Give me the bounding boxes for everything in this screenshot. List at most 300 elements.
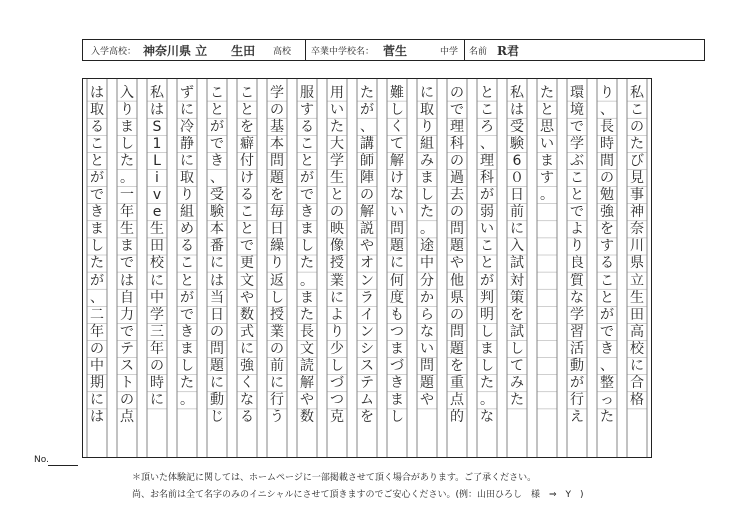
essay-char: 生 [120, 221, 134, 238]
essay-char: の [600, 170, 614, 187]
essay-char: い [330, 101, 344, 118]
essay-char: し [390, 101, 404, 118]
essay-char: め [180, 221, 194, 238]
essay-char: を [240, 118, 254, 135]
essay-column [267, 84, 287, 426]
essay-char: び [630, 152, 644, 169]
essay-char: き [300, 204, 314, 221]
essay-char: 田 [630, 306, 644, 323]
essay-char: は [510, 101, 524, 118]
essay-char: に [210, 375, 224, 392]
essay-char: り [330, 323, 344, 340]
essay-char: り [180, 187, 194, 204]
essay-char: け [390, 170, 404, 187]
essay-char: 繰 [270, 238, 284, 255]
essay-char: ま [540, 152, 554, 169]
essay-char: 年 [120, 204, 134, 221]
essay-char: を [600, 221, 614, 238]
essay-char: み [420, 152, 434, 169]
footer-note-2: 尚、お名前は全て名字のみのイニシャルにさせて頂きますのでご安心ください。(例：山田ひろし 様 ⇒ Y ) [132, 490, 584, 500]
essay-char: て [510, 358, 524, 375]
essay-char: テ [360, 375, 374, 392]
entry-school-label-cell [91, 40, 136, 60]
essay-char: と [540, 101, 554, 118]
essay-char: ン [360, 323, 374, 340]
essay-char: で [180, 306, 194, 323]
essay-char: つ [330, 392, 344, 409]
essay-char: こ [180, 255, 194, 272]
essay-char: ト [120, 375, 134, 392]
essay-char: と [600, 289, 614, 306]
essay-char: 年 [150, 340, 164, 357]
essay-char: 私 [630, 84, 644, 101]
essay-char: 題 [270, 170, 284, 187]
essay-char: 解 [390, 152, 404, 169]
essay-char: こ [480, 101, 494, 118]
essay-char: ま [90, 221, 104, 238]
essay-char: 学 [570, 135, 584, 152]
essay-char: 環 [570, 84, 584, 101]
essay-char: 時 [600, 135, 614, 152]
essay-char: と [240, 221, 254, 238]
essay-char: 業 [330, 272, 344, 289]
essay-char: り [120, 101, 134, 118]
essay-char: テ [120, 340, 134, 357]
essay-char: い [480, 221, 494, 238]
essay-char: 策 [510, 289, 524, 306]
essay-char: と [180, 272, 194, 289]
essay-char: 他 [450, 272, 464, 289]
essay-char: 中 [90, 358, 104, 375]
essay-char: 時 [150, 375, 164, 392]
essay-char: に [180, 101, 194, 118]
essay-char: 。 [420, 221, 434, 238]
essay-char: 何 [390, 272, 404, 289]
essay-char: ま [420, 170, 434, 187]
essay-char: し [330, 358, 344, 375]
essay-char: 験 [510, 135, 524, 152]
essay-column [177, 84, 197, 409]
essay-char: る [600, 255, 614, 272]
name-label-cell [469, 40, 487, 60]
essay-char: 克 [330, 409, 344, 426]
essay-char: 学 [330, 152, 344, 169]
essay-char: に [630, 358, 644, 375]
essay-char: ら [420, 306, 434, 323]
essay-char: が [300, 170, 314, 187]
essay-char: に [510, 221, 524, 238]
essay-char: で [450, 101, 464, 118]
essay-char: に [150, 272, 164, 289]
essay-char: に [240, 340, 254, 357]
essay-char: こ [570, 170, 584, 187]
essay-char: と [570, 187, 584, 204]
header-divider [464, 40, 465, 60]
essay-char: 受 [210, 187, 224, 204]
essay-char: ラ [360, 289, 374, 306]
essay-char: 点 [120, 409, 134, 426]
footer-note-1: ＊頂いた体験記に関しては、ホームページに一部掲載させて頂く場合があります。ご了承ください。 [132, 473, 537, 483]
essay-char: 三 [150, 323, 164, 340]
essay-char: 分 [420, 272, 434, 289]
essay-char: 思 [540, 118, 554, 135]
essay-char: 中 [150, 289, 164, 306]
essay-char: ず [180, 84, 194, 101]
essay-char: 事 [630, 187, 644, 204]
essay-char: と [300, 152, 314, 169]
essay-char: 校 [630, 340, 644, 357]
essay-char: 受 [510, 118, 524, 135]
essay-char: 力 [120, 306, 134, 323]
essay-char: を [450, 358, 464, 375]
essay-char: 格 [630, 392, 644, 409]
essay-char: 入 [120, 84, 134, 101]
essay-char: 試 [510, 255, 524, 272]
essay-char: v [152, 187, 162, 204]
essay-char: 。 [300, 272, 314, 289]
essay-char: で [600, 323, 614, 340]
essay-column [567, 84, 587, 426]
essay-char: 長 [600, 118, 614, 135]
essay-char: 自 [120, 289, 134, 306]
essay-char: た [300, 306, 314, 323]
essay-char: た [420, 204, 434, 221]
essay-column [537, 84, 557, 204]
essay-char: の [630, 118, 644, 135]
essay-char: 解 [360, 204, 374, 221]
essay-char: 読 [300, 358, 314, 375]
essay-char: 神 [630, 204, 644, 221]
essay-char: 質 [570, 272, 584, 289]
essay-char: 科 [480, 170, 494, 187]
graduated-school-value: 菅生 [383, 43, 408, 58]
essay-char: 用 [330, 84, 344, 101]
essay-char: ま [120, 118, 134, 135]
essay-char: 動 [210, 392, 224, 409]
essay-char: 癖 [240, 135, 254, 152]
essay-char: 師 [360, 152, 374, 169]
essay-char: 日 [510, 187, 524, 204]
essay-char: 的 [450, 409, 464, 426]
essay-char: 難 [390, 84, 404, 101]
essay-char: 、 [480, 135, 494, 152]
essay-char: き [210, 152, 224, 169]
essay-column [87, 84, 107, 426]
essay-char: 生 [330, 170, 344, 187]
essay-char: 陣 [360, 170, 374, 187]
essay-char: 文 [240, 272, 254, 289]
essay-char: の [270, 101, 284, 118]
essay-char: を [360, 409, 374, 426]
essay-char: ス [360, 358, 374, 375]
essay-char: 問 [420, 358, 434, 375]
essay-char: 日 [270, 221, 284, 238]
essay-char: え [570, 409, 584, 426]
essay-char: り [600, 84, 614, 101]
essay-char: 度 [390, 289, 404, 306]
essay-char: に [330, 289, 344, 306]
essay-char: 科 [450, 135, 464, 152]
essay-char: に [420, 84, 434, 101]
essay-char: イ [360, 306, 374, 323]
essay-char: な [480, 409, 494, 426]
essay-char: 、 [600, 101, 614, 118]
essay-column [507, 84, 527, 409]
essay-char: じ [210, 409, 224, 426]
essay-char: し [480, 358, 494, 375]
essay-char: 合 [630, 375, 644, 392]
essay-char: が [600, 306, 614, 323]
essay-char: 式 [240, 323, 254, 340]
essay-char: 当 [210, 289, 224, 306]
essay-char: 境 [570, 101, 584, 118]
essay-char: 毎 [270, 204, 284, 221]
essay-char: け [240, 170, 254, 187]
essay-char: こ [480, 238, 494, 255]
essay-char: た [360, 84, 374, 101]
essay-char: 問 [210, 340, 224, 357]
essay-char: た [330, 118, 344, 135]
essay-column [627, 84, 647, 409]
essay-char: で [90, 187, 104, 204]
essay-char: の [150, 358, 164, 375]
essay-char: に [90, 392, 104, 409]
essay-char: L [153, 152, 161, 169]
essay-char: で [120, 323, 134, 340]
essay-char: し [90, 238, 104, 255]
essay-char: で [570, 204, 584, 221]
essay-char: 一 [120, 187, 134, 204]
entry-school-value: 神奈川県 立 生田 [143, 43, 256, 58]
essay-char: 高 [630, 323, 644, 340]
essay-char: が [570, 375, 584, 392]
essay-char: 生 [630, 289, 644, 306]
graduated-label-cell [311, 40, 374, 60]
essay-char: こ [90, 135, 104, 152]
essay-char: の [450, 84, 464, 101]
essay-char: 期 [90, 375, 104, 392]
essay-char: 県 [630, 255, 644, 272]
essay-char: に [150, 392, 164, 409]
essay-char: る [240, 187, 254, 204]
essay-char: 学 [570, 306, 584, 323]
essay-char: が [90, 272, 104, 289]
essay-char: 間 [600, 152, 614, 169]
essay-char: と [210, 101, 224, 118]
essay-char: は [90, 409, 104, 426]
essay-char: き [390, 375, 404, 392]
essay-char: 静 [180, 135, 194, 152]
essay-char: と [480, 255, 494, 272]
essay-char: た [90, 255, 104, 272]
essay-char: ス [120, 358, 134, 375]
essay-char: 解 [300, 375, 314, 392]
essay-char: 問 [390, 221, 404, 238]
essay-char: る [180, 238, 194, 255]
essay-char: 生 [150, 221, 164, 238]
essay-char: で [300, 187, 314, 204]
essay-char: が [90, 170, 104, 187]
essay-char: 重 [450, 375, 464, 392]
essay-char: 取 [420, 101, 434, 118]
essay-char: る [240, 409, 254, 426]
essay-char: が [480, 272, 494, 289]
essay-char: は [120, 272, 134, 289]
essay-char: 習 [570, 323, 584, 340]
essay-char: 授 [330, 255, 344, 272]
essay-column [357, 84, 377, 426]
essay-char: 学 [270, 84, 284, 101]
essay-char: 私 [510, 84, 524, 101]
essay-char: い [390, 204, 404, 221]
essay-char: な [420, 323, 434, 340]
essay-char: 年 [90, 323, 104, 340]
graduated-school-label: 卒業中学校名： [311, 46, 375, 57]
essay-char: 行 [570, 392, 584, 409]
essay-char: 問 [270, 152, 284, 169]
essay-column [297, 84, 317, 426]
essay-char: 。 [180, 392, 194, 409]
essay-char: 奈 [630, 221, 644, 238]
essay-char: 勉 [600, 187, 614, 204]
essay-column [117, 84, 137, 426]
essay-char: し [390, 409, 404, 426]
essay-char: や [450, 255, 464, 272]
essay-char: よ [330, 306, 344, 323]
essay-char: し [270, 289, 284, 306]
essay-char: た [300, 255, 314, 272]
essay-char: り [270, 255, 284, 272]
essay-column [477, 84, 497, 426]
essay-char: 良 [570, 255, 584, 272]
essay-char: 問 [450, 323, 464, 340]
essay-char: し [180, 358, 194, 375]
essay-char: よ [570, 221, 584, 238]
essay-char: ま [300, 221, 314, 238]
essay-char: づ [390, 358, 404, 375]
essay-char: 本 [270, 135, 284, 152]
essay-char: 校 [150, 255, 164, 272]
essay-char: 試 [510, 323, 524, 340]
essay-char: こ [630, 101, 644, 118]
essay-char: た [630, 135, 644, 152]
entry-school-label: 入学高校： [91, 46, 137, 57]
essay-char: く [390, 118, 404, 135]
essay-char: す [600, 238, 614, 255]
essay-char: い [540, 135, 554, 152]
essay-char: を [270, 187, 284, 204]
essay-char: た [600, 409, 614, 426]
essay-char: て [390, 135, 404, 152]
essay-column [147, 84, 167, 409]
essay-char: 行 [270, 392, 284, 409]
essay-column [597, 84, 617, 426]
essay-char: で [240, 238, 254, 255]
essay-char: し [510, 340, 524, 357]
name-label: 名前 [469, 46, 488, 57]
essay-char: 理 [480, 152, 494, 169]
essay-char: ま [180, 340, 194, 357]
essay-column [237, 84, 257, 426]
essay-char: 過 [450, 170, 464, 187]
essay-char: 。 [540, 187, 554, 204]
essay-char: 見 [630, 170, 644, 187]
essay-char: き [180, 323, 194, 340]
essay-char: る [300, 118, 314, 135]
essay-char: 1 [152, 135, 162, 152]
essay-char: の [120, 392, 134, 409]
essay-char: 、 [90, 289, 104, 306]
essay-char: た [510, 392, 524, 409]
essay-char: ま [480, 340, 494, 357]
essay-char: 強 [240, 358, 254, 375]
essay-char: つ [390, 323, 404, 340]
essay-char: 途 [420, 238, 434, 255]
essay-char: 問 [450, 221, 464, 238]
essay-char: き [600, 340, 614, 357]
essay-char: る [90, 118, 104, 135]
essay-column [327, 84, 347, 426]
essay-char: の [210, 323, 224, 340]
essay-char: 題 [210, 358, 224, 375]
essay-char: 川 [630, 238, 644, 255]
essay-char: は [150, 101, 164, 118]
essay-char: づ [330, 375, 344, 392]
essay-char: と [330, 187, 344, 204]
graduated-value-cell [383, 40, 407, 60]
essay-char: 題 [450, 238, 464, 255]
name-value-cell [497, 40, 519, 60]
essay-char: 題 [450, 340, 464, 357]
essay-char: 数 [300, 409, 314, 426]
essay-char: 番 [210, 238, 224, 255]
essay-char: の [270, 340, 284, 357]
essay-char: で [120, 255, 134, 272]
header-info-box [82, 39, 705, 61]
essay-char: し [300, 238, 314, 255]
essay-char: な [390, 187, 404, 204]
essay-char: に [210, 255, 224, 272]
essay-char: 取 [180, 170, 194, 187]
essay-column [207, 84, 227, 426]
number-line [48, 465, 78, 466]
essay-char: 明 [480, 306, 494, 323]
essay-char: と [90, 152, 104, 169]
essay-char: オ [360, 255, 374, 272]
essay-char: に [270, 375, 284, 392]
essay-char: 。 [120, 170, 134, 187]
essay-char: や [360, 238, 374, 255]
essay-char: 田 [150, 238, 164, 255]
essay-column [417, 84, 437, 409]
essay-char: 対 [510, 272, 524, 289]
essay-char: 映 [330, 221, 344, 238]
essay-char: 活 [570, 340, 584, 357]
essay-char: 前 [270, 358, 284, 375]
essay-char: S [152, 118, 162, 135]
essay-char: の [90, 340, 104, 357]
essay-char: こ [240, 204, 254, 221]
essay-char: 文 [300, 340, 314, 357]
essay-char: 本 [210, 221, 224, 238]
essay-char: ろ [480, 118, 494, 135]
essay-char: は [90, 84, 104, 101]
essay-char: し [480, 323, 494, 340]
essay-char: と [240, 101, 254, 118]
essay-char: た [480, 375, 494, 392]
essay-char: が [360, 101, 374, 118]
essay-char: り [420, 118, 434, 135]
